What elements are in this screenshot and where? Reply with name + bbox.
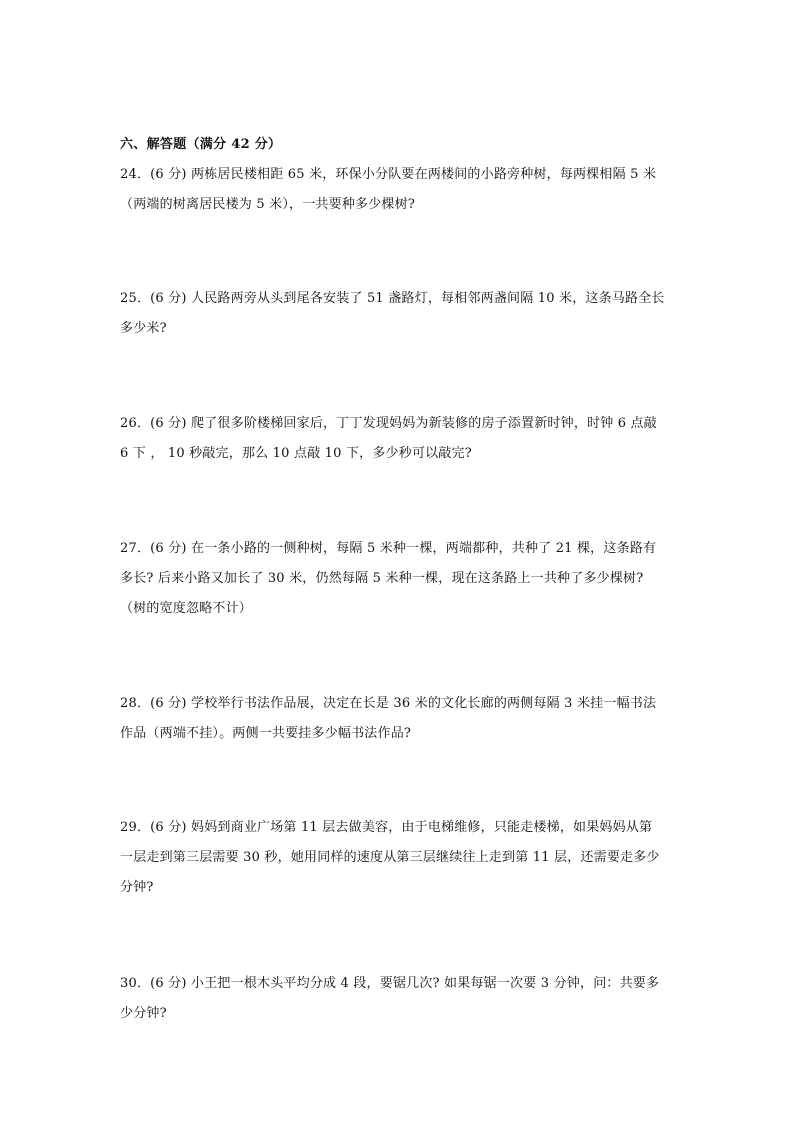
question-27-line-1: 27．(6 分) 在一条小路的一侧种树，每隔 5 米种一棵，两端都种，共种了 21 棵，这条路有 [120,541,657,556]
question-27-line-2: 多长? 后来小路又加长了 30 米，仍然每隔 5 米种一棵，现在这条路上一共种了多少棵树? [120,571,644,586]
question-24 [120,160,680,220]
question-27-line-3: （树的宽度忽略不计） [120,601,253,616]
question-29-line-1: 29．(6 分) 妈妈到商业广场第 11 层去做美容，由于电梯维修，只能走楼梯，如果妈妈从第 [120,820,653,835]
question-29 [120,813,680,903]
question-28 [120,689,680,749]
question-25-line-2: 多少米? [120,321,167,336]
question-27 [120,534,680,624]
question-29-line-3: 分钟? [120,880,154,895]
question-25 [120,284,680,344]
question-26 [120,409,680,469]
question-25-line-1: 25．(6 分) 人民路两旁从头到尾各安装了 51 盏路灯，每相邻两盏间隔 10 米，这条马路全长 [120,291,665,306]
question-26-line-1: 26．(6 分) 爬了很多阶楼梯回家后，丁丁发现妈妈为新装修的房子添置新时钟，时钟 6 点敲 [120,416,657,431]
question-30-line-2: 少分钟? [120,1006,167,1021]
question-24-line-1: 24．(6 分) 两栋居民楼相距 65 米，环保小分队要在两楼间的小路旁种树，每两棵相隔 5 米 [120,167,657,182]
question-30-line-1: 30．(6 分) 小王把一根木头平均分成 4 段，要锯几次? 如果每锯一次要 3 分钟，问：共要多 [120,976,660,991]
question-24-line-2: （两端的树离居民楼为 5 米），一共要种多少棵树? [120,197,416,212]
question-29-line-2: 一层走到第三层需要 30 秒，她用同样的速度从第三层继续往上走到第 11 层，还需要走多少 [120,850,660,865]
section-title: 六、解答题（满分 42 分） [120,137,282,152]
question-26-line-2: 6 下 ， 10 秒敲完，那么 10 点敲 10 下，多少秒可以敲完? [120,446,472,461]
question-28-line-2: 作品（两端不挂）。两侧一共要挂多少幅书法作品? [120,726,412,741]
question-30 [120,969,680,1029]
question-28-line-1: 28．(6 分) 学校举行书法作品展，决定在长是 36 米的文化长廊的两侧每隔 3 米挂一幅书法 [120,696,657,711]
